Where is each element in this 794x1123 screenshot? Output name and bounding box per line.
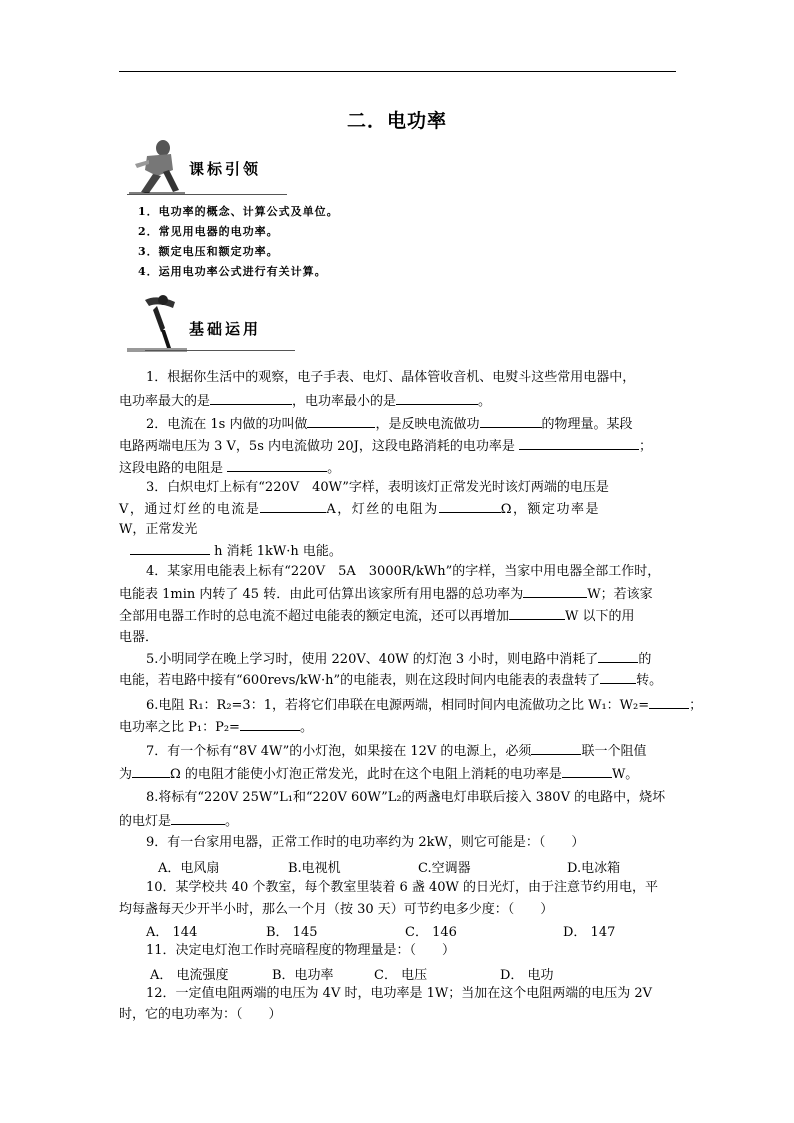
- question-10-line: 均每盏每天少开半小时，那么一个月（按 30 天）可节约电多少度：（ ）: [119, 902, 554, 917]
- question-5-line: [119, 671, 662, 689]
- section-underline: [145, 350, 295, 351]
- answer-blank[interactable]: [227, 459, 327, 472]
- question-10-line: 10．某学校共 40 个教室，每个教室里装着 6 盏 40W 的日光灯，由于注意节约用电，平: [146, 880, 659, 895]
- section-header-kebiao: [127, 136, 297, 196]
- option[interactable]: C． 146: [405, 925, 457, 940]
- objective-item: 3．额定电压和额定功率。: [138, 245, 279, 258]
- text: 电能表 1min 内转了 45 转．由此可估算出该家所有用电器的总功率为: [119, 587, 524, 602]
- answer-blank[interactable]: [562, 765, 612, 778]
- answer-blank[interactable]: [509, 607, 565, 620]
- option[interactable]: D.电冰箱: [567, 861, 621, 876]
- text: Ω 的电阻才能使小灯泡正常发光，此时在这个电阻上消耗的电功率是: [170, 767, 562, 782]
- question-11-line: 11．决定电灯泡工作时亮暗程度的物理量是：（ ）: [146, 943, 456, 958]
- answer-blank[interactable]: [210, 392, 292, 405]
- text: 。: [299, 720, 313, 735]
- text: 。: [478, 394, 492, 409]
- text: 电能，若电路中接有“600revs/kW·h”的电能表，则在这段时间内电能表的表盘转了: [119, 673, 601, 688]
- text: 转。: [636, 673, 663, 688]
- text: 。: [225, 814, 239, 829]
- answer-blank[interactable]: [600, 671, 636, 684]
- answer-blank[interactable]: [519, 437, 639, 450]
- answer-blank[interactable]: [396, 392, 478, 405]
- section-title-jichu: 基础运用: [189, 320, 262, 338]
- text: ；: [689, 698, 703, 713]
- objective-item: 4．运用电功率公式进行有关计算。: [138, 265, 327, 278]
- answer-blank[interactable]: [240, 718, 300, 731]
- text: 这段电路的电阻是: [119, 461, 224, 476]
- question-3-line: W，正常发光: [119, 522, 198, 537]
- text: 的物理量。某段: [541, 417, 633, 432]
- question-2-line: [119, 459, 340, 477]
- question-1-line: 1．根据你生活中的观察，电子手表、电灯、晶体管收音机、电熨斗这些常用电器中，: [146, 370, 636, 385]
- text: 5.小明同学在晚上学习时，使用 220V、40W 的灯泡 3 小时，则电路中消耗了: [146, 652, 599, 667]
- answer-blank[interactable]: [132, 765, 170, 778]
- option[interactable]: C.空调器: [418, 861, 471, 876]
- question-8-line: [119, 812, 238, 830]
- option[interactable]: D． 147: [563, 925, 616, 940]
- text: 2．电流在 1s 内做的功叫做: [146, 417, 308, 432]
- text: 。: [327, 461, 341, 476]
- text: 电功率最大的是: [119, 394, 211, 409]
- answer-blank[interactable]: [480, 415, 542, 428]
- section-underline: [127, 194, 287, 195]
- question-8-line: 8.将标有“220V 25W”L₁和“220V 60W”L₂的两盏电灯串联后接入 380V 的电路中，烧坏: [146, 790, 666, 805]
- text: W 以下的用: [565, 609, 635, 624]
- option[interactable]: B.电视机: [288, 861, 341, 876]
- question-4-line: 电器．: [119, 630, 159, 645]
- text: W；若该家: [587, 587, 653, 602]
- answer-blank[interactable]: [171, 812, 225, 825]
- text: 电路两端电压为 3 V，5s 内电流做功 20J，这段电路消耗的电功率是: [119, 439, 515, 454]
- question-3-line: [130, 542, 342, 560]
- section-title-kebiao: 课标引领: [189, 160, 262, 178]
- question-7-line: [146, 742, 646, 760]
- answer-blank[interactable]: [531, 742, 581, 755]
- answer-blank[interactable]: [439, 500, 501, 513]
- text: ，是反映电流做功: [375, 417, 480, 432]
- text: 6.电阻 R₁：R₂=3：1，若将它们串联在电源两端，相同时间内电流做功之比 W₁：W₂=: [146, 698, 650, 713]
- text: 联一个阻值: [581, 744, 647, 759]
- text: A，灯丝的电阻为: [326, 502, 439, 517]
- section-header-jichu: [127, 292, 297, 354]
- option[interactable]: D． 电功: [500, 968, 554, 983]
- question-4-line: 4．某家用电能表上标有“220V 5A 3000R/kWh”的字样，当家中用电器全部工作时，: [146, 564, 661, 579]
- option[interactable]: B． 145: [266, 925, 318, 940]
- text: 电功率之比 P₁：P₂=: [119, 720, 240, 735]
- answer-blank[interactable]: [260, 500, 326, 513]
- question-12-line: 12．一定值电阻两端的电压为 4V 时，电功率是 1W；当加在这个电阻两端的电压为 2V: [146, 986, 653, 1001]
- text: h 消耗 1kW·h 电能。: [214, 544, 342, 559]
- text: ；: [639, 439, 653, 454]
- question-2-line: [146, 415, 633, 433]
- text: 的: [638, 652, 652, 667]
- question-3-line: 3．白炽电灯上标有“220V 40W”字样，表明该灯正常发光时该灯两端的电压是: [146, 480, 609, 495]
- option[interactable]: C． 电压: [374, 968, 428, 983]
- text: 的电灯是: [119, 814, 172, 829]
- answer-blank[interactable]: [307, 415, 375, 428]
- option[interactable]: B．电功率: [272, 968, 334, 983]
- question-3-line: [119, 500, 600, 518]
- question-6-line: [119, 718, 313, 736]
- text: 为: [119, 767, 133, 782]
- question-2-line: [119, 437, 652, 455]
- question-4-line: [119, 585, 653, 603]
- question-9-line: 9．有一台家用电器，正常工作时的电功率约为 2kW，则它可能是：（ ）: [146, 835, 585, 850]
- text: 7．有一个标有“8V 4W”的小灯泡，如果接在 12V 的电源上，必须: [146, 744, 532, 759]
- page-title: 二．电功率: [346, 110, 447, 132]
- option[interactable]: A． 144: [146, 925, 198, 940]
- text: W。: [611, 767, 639, 782]
- gymnast-icon: [127, 292, 187, 354]
- question-12-line: 时，它的电功率为：（ ）: [119, 1007, 282, 1022]
- objective-item: 2．常见用电器的电功率。: [138, 225, 279, 238]
- question-4-line: [119, 607, 635, 625]
- option[interactable]: A．电风扇: [158, 861, 220, 876]
- text: Ω，额定功率是: [500, 502, 601, 517]
- question-5-line: [146, 650, 651, 668]
- question-6-line: [146, 696, 702, 714]
- question-7-line: [119, 765, 638, 783]
- option[interactable]: A． 电流强度: [150, 968, 229, 983]
- answer-blank[interactable]: [523, 585, 587, 598]
- answer-blank[interactable]: [130, 542, 210, 555]
- skier-icon: [127, 136, 187, 196]
- text: 全部用电器工作时的总电流不超过电能表的额定电流，还可以再增加: [119, 609, 510, 624]
- objective-item: 1．电功率的概念、计算公式及单位。: [138, 205, 339, 218]
- answer-blank[interactable]: [649, 696, 689, 709]
- text: ，电功率最小的是: [292, 394, 397, 409]
- header-rule: [119, 71, 676, 72]
- question-1-line: [119, 392, 491, 410]
- text: V，通过灯丝的电流是: [119, 502, 261, 517]
- answer-blank[interactable]: [598, 650, 638, 663]
